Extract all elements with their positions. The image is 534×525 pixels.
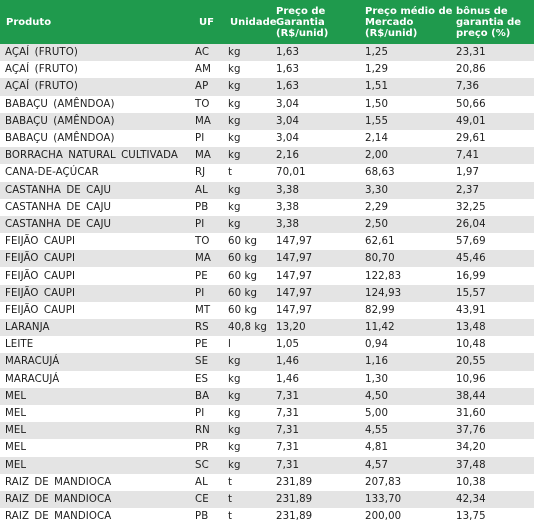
cell-bonus: 15,57: [456, 287, 486, 299]
cell-preco-garantia: 7,31: [276, 425, 300, 437]
cell-produto: CASTANHA DE CAJU: [5, 201, 112, 213]
cell-bonus: 43,91: [456, 304, 486, 316]
cell-produto: BABAÇU (AMÊNDOA): [5, 115, 115, 127]
cell-preco-garantia: 3,38: [276, 218, 300, 230]
cell-bonus: 7,36: [456, 81, 480, 93]
cell-bonus: 20,55: [456, 356, 486, 368]
cell-preco-garantia: 3,04: [276, 115, 300, 127]
cell-unidade: t: [228, 476, 233, 488]
cell-preco-mercado: 1,16: [365, 356, 389, 368]
column-header-produto: Produto: [6, 16, 52, 28]
cell-preco-garantia: 231,89: [276, 476, 313, 488]
cell-preco-garantia: 3,04: [276, 98, 300, 110]
cell-preco-garantia: 1,46: [276, 373, 300, 385]
cell-preco-mercado: 0,94: [365, 339, 389, 351]
cell-produto: AÇAÍ (FRUTO): [5, 64, 78, 76]
cell-unidade: kg: [228, 390, 241, 402]
cell-bonus: 32,25: [456, 201, 486, 213]
cell-bonus: 37,76: [456, 425, 486, 437]
table-row: [0, 371, 534, 388]
cell-bonus: 37,48: [456, 459, 486, 471]
cell-bonus: 13,75: [456, 511, 486, 523]
cell-preco-mercado: 4,81: [365, 442, 389, 454]
cell-preco-garantia: 147,97: [276, 253, 313, 265]
cell-uf: AP: [195, 81, 209, 93]
cell-bonus: 38,44: [456, 390, 486, 402]
cell-preco-garantia: 7,31: [276, 390, 300, 402]
table-row: [0, 233, 534, 250]
cell-produto: MEL: [5, 442, 27, 454]
cell-preco-mercado: 4,55: [365, 425, 389, 437]
cell-uf: BA: [195, 390, 210, 402]
column-header-bonus: bônus de garantia de preço (%): [456, 5, 522, 39]
cell-preco-garantia: 1,63: [276, 47, 300, 59]
table-row: [0, 250, 534, 267]
cell-preco-mercado: 1,55: [365, 115, 389, 127]
cell-unidade: kg: [228, 150, 241, 162]
cell-uf: PE: [195, 339, 208, 351]
cell-preco-garantia: 147,97: [276, 236, 313, 248]
cell-uf: MA: [195, 253, 211, 265]
cell-bonus: 29,61: [456, 133, 486, 145]
cell-bonus: 16,99: [456, 270, 486, 282]
cell-preco-garantia: 147,97: [276, 270, 313, 282]
cell-produto: MEL: [5, 390, 27, 402]
cell-bonus: 7,41: [456, 150, 480, 162]
cell-unidade: kg: [228, 425, 241, 437]
cell-preco-garantia: 13,20: [276, 322, 306, 334]
cell-bonus: 20,86: [456, 64, 486, 76]
cell-uf: RS: [195, 322, 209, 334]
cell-bonus: 2,37: [456, 184, 480, 196]
table-row: [0, 422, 534, 439]
cell-produto: FEIJÃO CAUPI: [5, 253, 76, 265]
cell-unidade: kg: [228, 408, 241, 420]
cell-bonus: 42,34: [456, 493, 486, 505]
column-header-unidade: Unidade: [230, 16, 277, 28]
cell-produto: MEL: [5, 459, 27, 471]
cell-preco-mercado: 4,57: [365, 459, 389, 471]
cell-produto: FEIJÃO CAUPI: [5, 236, 76, 248]
cell-preco-mercado: 11,42: [365, 322, 395, 334]
table-row: [0, 130, 534, 147]
cell-preco-garantia: 7,31: [276, 442, 300, 454]
cell-produto: MEL: [5, 408, 27, 420]
cell-unidade: kg: [228, 64, 241, 76]
cell-produto: AÇAÍ (FRUTO): [5, 47, 78, 59]
cell-uf: SC: [195, 459, 209, 471]
cell-uf: AC: [195, 47, 210, 59]
cell-preco-garantia: 7,31: [276, 408, 300, 420]
cell-produto: BABAÇU (AMÊNDOA): [5, 98, 115, 110]
table-row: [0, 508, 534, 525]
cell-produto: RAIZ DE MANDIOCA: [5, 493, 112, 505]
cell-preco-mercado: 82,99: [365, 304, 395, 316]
cell-preco-mercado: 1,51: [365, 81, 389, 93]
cell-produto: LEITE: [5, 339, 34, 351]
cell-produto: RAIZ DE MANDIOCA: [5, 511, 112, 523]
cell-produto: FEIJÃO CAUPI: [5, 270, 76, 282]
cell-unidade: 60 kg: [228, 253, 258, 265]
table-row: [0, 216, 534, 233]
cell-preco-garantia: 147,97: [276, 304, 313, 316]
cell-uf: CE: [195, 493, 209, 505]
cell-unidade: kg: [228, 373, 241, 385]
cell-preco-mercado: 2,29: [365, 201, 389, 213]
cell-uf: AL: [195, 476, 208, 488]
cell-preco-garantia: 7,31: [276, 459, 300, 471]
cell-uf: AL: [195, 184, 208, 196]
cell-preco-garantia: 70,01: [276, 167, 306, 179]
cell-unidade: kg: [228, 459, 241, 471]
table-row: [0, 336, 534, 353]
table-row: [0, 302, 534, 319]
cell-unidade: kg: [228, 47, 241, 59]
cell-preco-garantia: 231,89: [276, 511, 313, 523]
cell-unidade: kg: [228, 201, 241, 213]
cell-unidade: 60 kg: [228, 287, 258, 299]
table-row: [0, 267, 534, 284]
cell-bonus: 10,96: [456, 373, 486, 385]
cell-bonus: 10,38: [456, 476, 486, 488]
cell-uf: PI: [195, 218, 205, 230]
cell-uf: PI: [195, 408, 205, 420]
cell-uf: PE: [195, 270, 208, 282]
cell-uf: PI: [195, 133, 205, 145]
cell-produto: RAIZ DE MANDIOCA: [5, 476, 112, 488]
cell-unidade: kg: [228, 218, 241, 230]
cell-produto: FEIJÃO CAUPI: [5, 287, 76, 299]
cell-produto: CASTANHA DE CAJU: [5, 184, 112, 196]
cell-preco-garantia: 147,97: [276, 287, 313, 299]
column-header-uf: UF: [199, 16, 214, 28]
table-row: [0, 78, 534, 95]
table-row: [0, 285, 534, 302]
cell-preco-garantia: 1,05: [276, 339, 300, 351]
cell-preco-mercado: 207,83: [365, 476, 402, 488]
table-row: [0, 353, 534, 370]
cell-preco-mercado: 122,83: [365, 270, 402, 282]
cell-unidade: 60 kg: [228, 270, 258, 282]
cell-produto: MEL: [5, 425, 27, 437]
table-row: [0, 147, 534, 164]
cell-preco-garantia: 231,89: [276, 493, 313, 505]
table-row: [0, 491, 534, 508]
cell-preco-garantia: 1,63: [276, 64, 300, 76]
table-row: [0, 405, 534, 422]
cell-unidade: kg: [228, 81, 241, 93]
cell-uf: SE: [195, 356, 209, 368]
cell-uf: TO: [195, 98, 210, 110]
cell-uf: MA: [195, 115, 211, 127]
cell-uf: MT: [195, 304, 211, 316]
table-row: [0, 199, 534, 216]
cell-uf: PI: [195, 287, 205, 299]
cell-uf: PB: [195, 511, 209, 523]
cell-uf: ES: [195, 373, 209, 385]
column-header-preco-mercado: Preço médio de Mercado (R$/unid): [365, 5, 453, 39]
cell-preco-garantia: 3,38: [276, 184, 300, 196]
cell-preco-mercado: 5,00: [365, 408, 389, 420]
cell-preco-garantia: 3,38: [276, 201, 300, 213]
cell-produto: AÇAÍ (FRUTO): [5, 81, 78, 93]
cell-preco-mercado: 68,63: [365, 167, 395, 179]
table-row: [0, 164, 534, 181]
cell-preco-mercado: 200,00: [365, 511, 402, 523]
table-row: [0, 61, 534, 78]
table-row: [0, 113, 534, 130]
cell-unidade: l: [228, 339, 231, 351]
cell-bonus: 45,46: [456, 253, 486, 265]
cell-uf: MA: [195, 150, 211, 162]
cell-preco-mercado: 62,61: [365, 236, 395, 248]
cell-bonus: 34,20: [456, 442, 486, 454]
cell-uf: PR: [195, 442, 209, 454]
cell-unidade: kg: [228, 356, 241, 368]
cell-preco-mercado: 1,25: [365, 47, 389, 59]
cell-preco-mercado: 1,29: [365, 64, 389, 76]
cell-bonus: 49,01: [456, 115, 486, 127]
cell-bonus: 13,48: [456, 322, 486, 334]
cell-produto: LARANJA: [5, 322, 50, 334]
cell-produto: MARACUJÁ: [5, 373, 60, 385]
table-row: [0, 44, 534, 61]
cell-preco-mercado: 2,50: [365, 218, 389, 230]
cell-unidade: kg: [228, 442, 241, 454]
cell-uf: AM: [195, 64, 211, 76]
cell-preco-mercado: 3,30: [365, 184, 389, 196]
cell-uf: RN: [195, 425, 210, 437]
cell-preco-mercado: 133,70: [365, 493, 402, 505]
cell-preco-garantia: 1,46: [276, 356, 300, 368]
cell-uf: PB: [195, 201, 209, 213]
cell-produto: MARACUJÁ: [5, 356, 60, 368]
table-row: [0, 439, 534, 456]
cell-preco-mercado: 4,50: [365, 390, 389, 402]
table-row: [0, 182, 534, 199]
cell-unidade: 40,8 kg: [228, 322, 267, 334]
table-row: [0, 388, 534, 405]
cell-preco-mercado: 1,50: [365, 98, 389, 110]
header-row: [0, 0, 534, 44]
cell-bonus: 1,97: [456, 167, 480, 179]
cell-unidade: kg: [228, 184, 241, 196]
table-row: [0, 457, 534, 474]
cell-bonus: 26,04: [456, 218, 486, 230]
cell-produto: BABAÇU (AMÊNDOA): [5, 133, 115, 145]
cell-unidade: t: [228, 167, 233, 179]
table-row: [0, 474, 534, 491]
cell-bonus: 23,31: [456, 47, 486, 59]
cell-produto: BORRACHA NATURAL CULTIVADA: [5, 150, 178, 162]
cell-preco-mercado: 2,00: [365, 150, 389, 162]
cell-preco-mercado: 124,93: [365, 287, 402, 299]
cell-unidade: kg: [228, 98, 241, 110]
cell-preco-mercado: 80,70: [365, 253, 395, 265]
table-row: [0, 319, 534, 336]
cell-preco-garantia: 1,63: [276, 81, 300, 93]
cell-produto: CANA-DE-AÇÚCAR: [5, 167, 99, 179]
cell-preco-garantia: 3,04: [276, 133, 300, 145]
cell-uf: TO: [195, 236, 210, 248]
cell-bonus: 50,66: [456, 98, 486, 110]
cell-unidade: 60 kg: [228, 236, 258, 248]
cell-produto: FEIJÃO CAUPI: [5, 304, 76, 316]
cell-preco-mercado: 1,30: [365, 373, 389, 385]
column-header-preco-garantia: Preço de Garantia (R$/unid): [276, 5, 329, 39]
cell-unidade: t: [228, 493, 233, 505]
table-row: [0, 96, 534, 113]
table-body: [0, 44, 534, 525]
cell-preco-mercado: 2,14: [365, 133, 389, 145]
cell-unidade: t: [228, 511, 233, 523]
cell-uf: RJ: [195, 167, 206, 179]
cell-produto: CASTANHA DE CAJU: [5, 218, 112, 230]
table-header: [0, 0, 534, 44]
cell-bonus: 10,48: [456, 339, 486, 351]
cell-preco-garantia: 2,16: [276, 150, 300, 162]
cell-unidade: 60 kg: [228, 304, 258, 316]
cell-unidade: kg: [228, 133, 241, 145]
cell-bonus: 57,69: [456, 236, 486, 248]
cell-unidade: kg: [228, 115, 241, 127]
cell-bonus: 31,60: [456, 408, 486, 420]
